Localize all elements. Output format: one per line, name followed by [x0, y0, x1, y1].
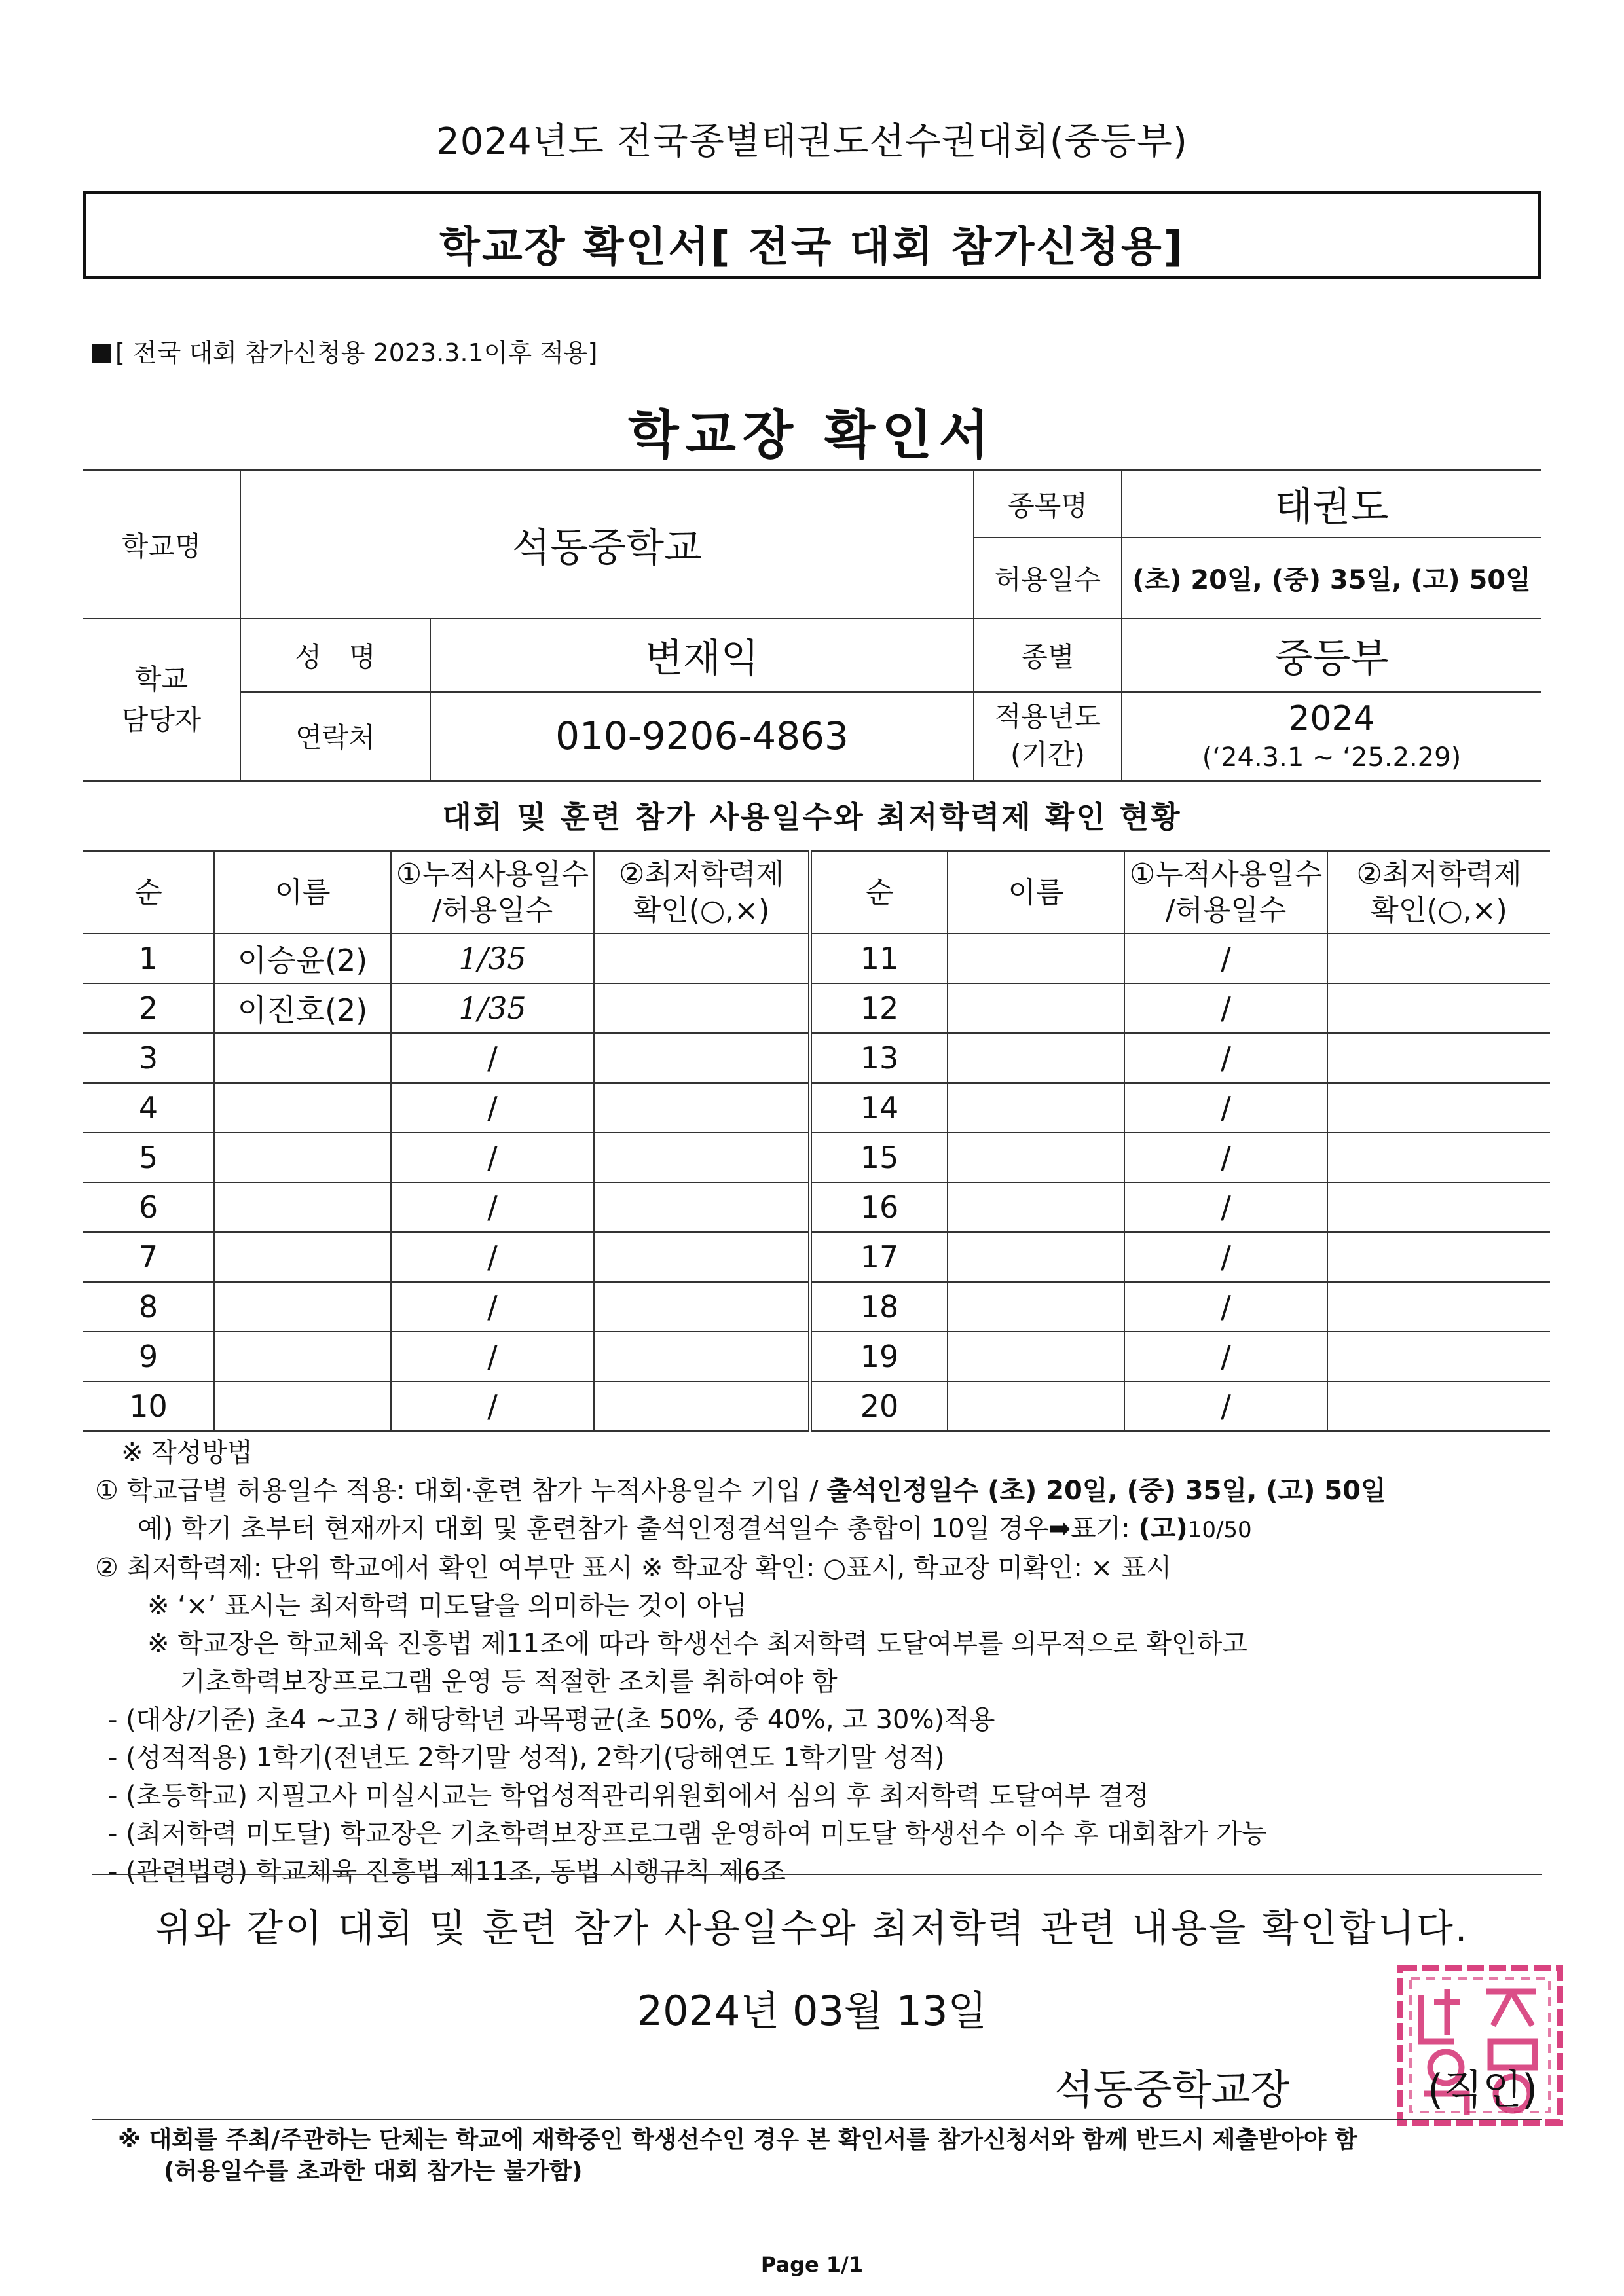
- table-row: [83, 1282, 1550, 1332]
- row-name: [214, 1133, 391, 1182]
- allowed-days-label: 허용일수: [974, 538, 1122, 619]
- row-name: [214, 1282, 391, 1332]
- row-days: /: [391, 1232, 594, 1282]
- row-days: /: [1124, 1232, 1327, 1282]
- row-name: [948, 1232, 1124, 1282]
- writing-method: [95, 1434, 1549, 1891]
- method-note-1: ※ ‘×’ 표시는 최저학력 미도달을 의미하는 것이 아님: [147, 1591, 747, 1621]
- row-days: 1/35: [391, 934, 594, 983]
- row-academic: [594, 983, 810, 1033]
- division-label: 종별: [974, 619, 1122, 692]
- year-value: 2024: [1288, 699, 1375, 739]
- method-note-2: ※ 학교장은 학교체육 진흥법 제11조에 따라 학생선수 최저학력 도달여부를 의무적으로 확인하고: [147, 1629, 1247, 1659]
- row-days: /: [391, 1381, 594, 1432]
- row-no: 11: [810, 934, 948, 983]
- row-name: [214, 1033, 391, 1083]
- header-no: 순: [83, 851, 214, 934]
- row-no: 17: [810, 1232, 948, 1282]
- row-no: 10: [83, 1381, 214, 1432]
- header-box: [83, 191, 1541, 279]
- example-level: (고): [1138, 1514, 1188, 1544]
- row-academic: [594, 1381, 810, 1432]
- row-days: /: [1124, 1182, 1327, 1232]
- school-label: 학교명: [83, 471, 240, 619]
- table-row: [83, 934, 1550, 983]
- row-name: [948, 1083, 1124, 1133]
- row-name: [948, 1332, 1124, 1381]
- row-academic: [594, 1332, 810, 1381]
- row-name: [948, 1133, 1124, 1182]
- row-name: [948, 1381, 1124, 1432]
- method-dash-4: - (최저학력 미도달) 학교장은 기초학력보장프로그램 운영하여 미도달 학생선수 이수 후 대회참가 가능: [108, 1819, 1267, 1849]
- row-no: 12: [810, 983, 948, 1033]
- status-title: 대회 및 훈련 참가 사용일수와 최저학력제 확인 현황: [442, 799, 1182, 835]
- arrow-right-icon: ➡: [1048, 1514, 1071, 1544]
- example-notation: 표기:: [1071, 1514, 1139, 1544]
- divider: [92, 1874, 1542, 1875]
- method-dash-2: - (성적적용) 1학기(전년도 2학기말 성적), 2학기(당해연도 1학기말 성적): [108, 1743, 945, 1773]
- event-title: 2024년도 전국종별태권도선수권대회(중등부): [436, 120, 1188, 163]
- footnote-line-1: ※ 대회를 주최/주관하는 단체는 학교에 재학중인 학생선수인 경우 본 확인서를 참가신청서와 함께 반드시 제출받아야 함: [118, 2126, 1357, 2153]
- row-no: 19: [810, 1332, 948, 1381]
- seal-label: (직인): [1428, 2066, 1538, 2113]
- header-title: 학교장 확인서[ 전국 대회 참가신청용]: [439, 223, 1185, 272]
- table-row: [83, 1332, 1550, 1381]
- header-days: ①누적사용일수 /허용일수: [1124, 851, 1327, 934]
- square-bullet-icon: [92, 344, 111, 363]
- row-academic: [594, 934, 810, 983]
- allowed-days-value: (초) 20일, (중) 35일, (고) 50일: [1122, 538, 1541, 619]
- header-name: 이름: [948, 851, 1124, 934]
- row-academic: [1327, 1033, 1550, 1083]
- table-row: [83, 1381, 1550, 1432]
- school-value: 석동중학교: [240, 471, 974, 619]
- method-item-2: ② 최저학력제: 단위 학교에서 확인 여부만 표시 ※ 학교장 확인: ○표시, 학교장 미확인: × 표시: [95, 1553, 1172, 1583]
- row-name: [214, 1332, 391, 1381]
- row-name: 이승윤(2): [214, 934, 391, 983]
- row-no: 6: [83, 1182, 214, 1232]
- row-academic: [1327, 1282, 1550, 1332]
- row-no: 3: [83, 1033, 214, 1083]
- example-text: 예) 학기 초부터 현재까지 대회 및 훈련참가 출석인정결석일수 총합이 10일 경우: [138, 1514, 1049, 1544]
- sport-label: 종목명: [974, 471, 1122, 538]
- row-academic: [1327, 1332, 1550, 1381]
- table-row: [83, 1182, 1550, 1232]
- row-academic: [594, 1282, 810, 1332]
- name-label: 성 명: [240, 619, 430, 692]
- row-academic: [594, 1133, 810, 1182]
- row-days: /: [1124, 1381, 1327, 1432]
- method-item-1-bold: 출석인정일수 (초) 20일, (중) 35일, (고) 50일: [826, 1476, 1386, 1506]
- row-no: 4: [83, 1083, 214, 1133]
- row-academic: [1327, 983, 1550, 1033]
- year-label: 적용년도 (기간): [974, 692, 1122, 781]
- row-days: /: [1124, 983, 1327, 1033]
- doc-title: 학교장 확인서: [628, 405, 996, 465]
- row-name: [214, 1083, 391, 1133]
- method-dash-1: - (대상/기준) 초4 ~고3 / 해당학년 과목평균(초 50%, 중 40%, 고 30%)적용: [108, 1705, 995, 1735]
- row-academic: [1327, 1232, 1550, 1282]
- phone-value: 010-9206-4863: [430, 692, 974, 781]
- year-cell: [1122, 692, 1541, 781]
- row-no: 8: [83, 1282, 214, 1332]
- method-dash-5: - (관련법령) 학교체육 진흥법 제11조, 동법 시행규칙 제6조: [108, 1857, 786, 1887]
- period-value: (‘24.3.1 ~ ‘25.2.29): [1202, 742, 1462, 773]
- row-name: [948, 1282, 1124, 1332]
- row-no: 16: [810, 1182, 948, 1232]
- method-title: ※ 작성방법: [121, 1438, 253, 1468]
- row-no: 15: [810, 1133, 948, 1182]
- header-academic: ②최저학력제 확인(○,×): [1327, 851, 1550, 934]
- row-days: /: [1124, 1133, 1327, 1182]
- row-name: [214, 1381, 391, 1432]
- row-no: 9: [83, 1332, 214, 1381]
- principal-title: 석동중학교장: [1054, 2066, 1290, 2113]
- row-days: /: [1124, 1033, 1327, 1083]
- apply-note-text: [ 전국 대회 참가신청용 2023.3.1이후 적용]: [115, 338, 598, 367]
- method-note-2-cont: 기초학력보장프로그램 운영 등 적절한 조치를 취하여야 함: [180, 1667, 838, 1697]
- row-name: [948, 1182, 1124, 1232]
- row-days: /: [391, 1133, 594, 1182]
- row-academic: [594, 1232, 810, 1282]
- row-no: 18: [810, 1282, 948, 1332]
- apply-note: [92, 333, 597, 369]
- row-no: 2: [83, 983, 214, 1033]
- row-days: /: [1124, 934, 1327, 983]
- row-no: 7: [83, 1232, 214, 1282]
- row-no: 14: [810, 1083, 948, 1133]
- row-academic: [1327, 1182, 1550, 1232]
- issue-date: 2024년 03월 13일: [637, 1987, 987, 2035]
- row-no: 5: [83, 1133, 214, 1182]
- row-days: /: [391, 1083, 594, 1133]
- division-value: 중등부: [1122, 619, 1541, 692]
- divider: [92, 2119, 1542, 2120]
- header-days: ①누적사용일수 /허용일수: [391, 851, 594, 934]
- row-days: /: [391, 1332, 594, 1381]
- footnote: [118, 2124, 1357, 2187]
- school-info-table: [83, 469, 1541, 782]
- confirm-statement: 위와 같이 대회 및 훈련 참가 사용일수와 최저학력 관련 내용을 확인합니다.: [155, 1906, 1469, 1950]
- header-academic: ②최저학력제 확인(○,×): [594, 851, 810, 934]
- footnote-line-2: (허용일수를 초과한 대회 참가는 불가함): [164, 2158, 583, 2185]
- row-academic: [1327, 1133, 1550, 1182]
- row-academic: [594, 1083, 810, 1133]
- method-item-1: [95, 1472, 1549, 1510]
- table-row: [83, 1033, 1550, 1083]
- table-row: [83, 983, 1550, 1033]
- table-row: [83, 1232, 1550, 1282]
- method-item-1-text: ① 학교급별 허용일수 적용: 대회·훈련 참가 누적사용일수 기입 /: [95, 1476, 827, 1506]
- header-name: 이름: [214, 851, 391, 934]
- sport-value: 태권도: [1122, 471, 1541, 538]
- table-row: [83, 1083, 1550, 1133]
- row-days: 1/35: [391, 983, 594, 1033]
- row-days: /: [1124, 1083, 1327, 1133]
- name-value: 변재익: [430, 619, 974, 692]
- row-days: /: [391, 1282, 594, 1332]
- row-no: 13: [810, 1033, 948, 1083]
- athlete-table: [83, 850, 1550, 1432]
- row-days: /: [1124, 1332, 1327, 1381]
- row-name: [948, 934, 1124, 983]
- row-days: /: [1124, 1282, 1327, 1332]
- row-academic: [1327, 1083, 1550, 1133]
- row-name: [214, 1232, 391, 1282]
- phone-label: 연락처: [240, 692, 430, 781]
- row-academic: [1327, 934, 1550, 983]
- row-academic: [594, 1033, 810, 1083]
- row-days: /: [391, 1033, 594, 1083]
- row-no: 1: [83, 934, 214, 983]
- page-number: Page 1/1: [760, 2252, 864, 2277]
- table-row: [83, 1133, 1550, 1182]
- contact-person-label: 학교 담당자: [83, 619, 240, 781]
- row-no: 20: [810, 1381, 948, 1432]
- row-name: [214, 1182, 391, 1232]
- row-name: [948, 1033, 1124, 1083]
- method-item-1-example: [95, 1510, 1549, 1549]
- row-days: /: [391, 1182, 594, 1232]
- row-name: 이진호(2): [214, 983, 391, 1033]
- row-academic: [594, 1182, 810, 1232]
- header-no: 순: [810, 851, 948, 934]
- row-academic: [1327, 1381, 1550, 1432]
- row-name: [948, 983, 1124, 1033]
- example-value: 10/50: [1187, 1517, 1252, 1543]
- method-dash-3: - (초등학교) 지필고사 미실시교는 학업성적관리위원회에서 심의 후 최저학력 도달여부 결정: [108, 1781, 1149, 1811]
